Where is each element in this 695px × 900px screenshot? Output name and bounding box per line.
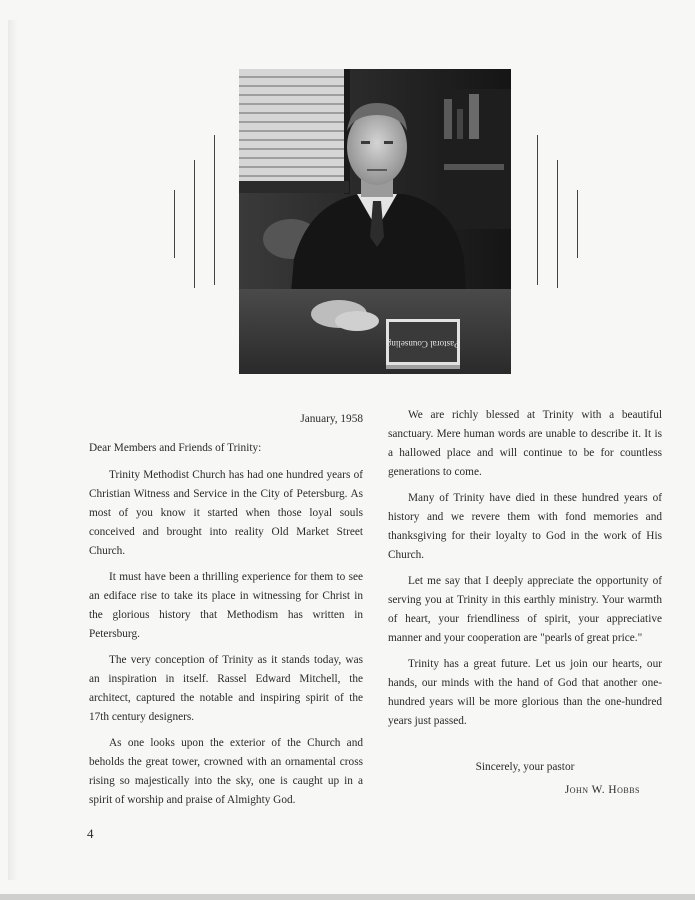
paragraph: As one looks upon the exterior of the Church and beholds the great tower, crowned with an ornamental cross rising so majestically into the sky, one is caught up in a spirit of worship and praise of Almighty God. <box>89 737 363 806</box>
scan-edge <box>8 20 18 880</box>
letter-salutation: Dear Members and Friends of Trinity: <box>89 442 262 454</box>
letter-date: January, 1958 <box>300 413 363 425</box>
paragraph: The very conception of Trinity as it stands today, was an inspiration in itself. Rassel Edward Mitchell, the architect, captured the notable and inspiring spirit of the 17th century designers. <box>89 654 363 723</box>
scan-bottom-edge <box>0 894 695 900</box>
letter-left-column <box>89 410 363 817</box>
letter-signature: John W. Hobbs <box>564 784 640 796</box>
book-title: Pastoral Counseling <box>386 339 460 349</box>
letter-closing: Sincerely, your pastor <box>475 761 575 773</box>
left-rule-3 <box>214 135 215 285</box>
right-rule-3 <box>577 190 578 258</box>
page-number: 4 <box>87 826 94 841</box>
right-rule-1 <box>537 135 538 285</box>
right-rule-2 <box>557 160 558 288</box>
left-rule-2 <box>194 160 195 288</box>
paragraph: We are richly blessed at Trinity with a beautiful sanctuary. Mere human words are unable to describe it. It is a hallowed place and will continue to be for countless generations to come. <box>388 409 662 478</box>
paragraph: It must have been a thrilling experience for them to see an ediface rise to take its place in witnessing for Christ in the glorious history that Methodism has written in Petersburg. <box>89 571 363 640</box>
paragraph: Trinity Methodist Church has had one hundred years of Christian Witness and Service in the City of Petersburg. As most of you know it started when those loyal souls conceived and brought into reality Old Market Street Church. <box>89 469 363 557</box>
pastor-photo <box>239 69 511 374</box>
left-rule-1 <box>174 190 175 258</box>
paragraph: Trinity has a great future. Let us join our hearts, our hands, our minds with the hand of God that another one-hundred years will be more glorious than the one-hundred years just passed. <box>388 658 662 727</box>
letter-right-column <box>388 406 662 800</box>
paragraph: Many of Trinity have died in these hundred years of history and we revere them with fond memories and thanksgiving for their loyalty to God in the work of His Church. <box>388 492 662 561</box>
paragraph: Let me say that I deeply appreciate the opportunity of serving you at Trinity in this earthly ministry. Your warmth of heart, your friendliness of spirit, your appreciative manner and your cooperation are "pearls of great price." <box>388 575 662 644</box>
